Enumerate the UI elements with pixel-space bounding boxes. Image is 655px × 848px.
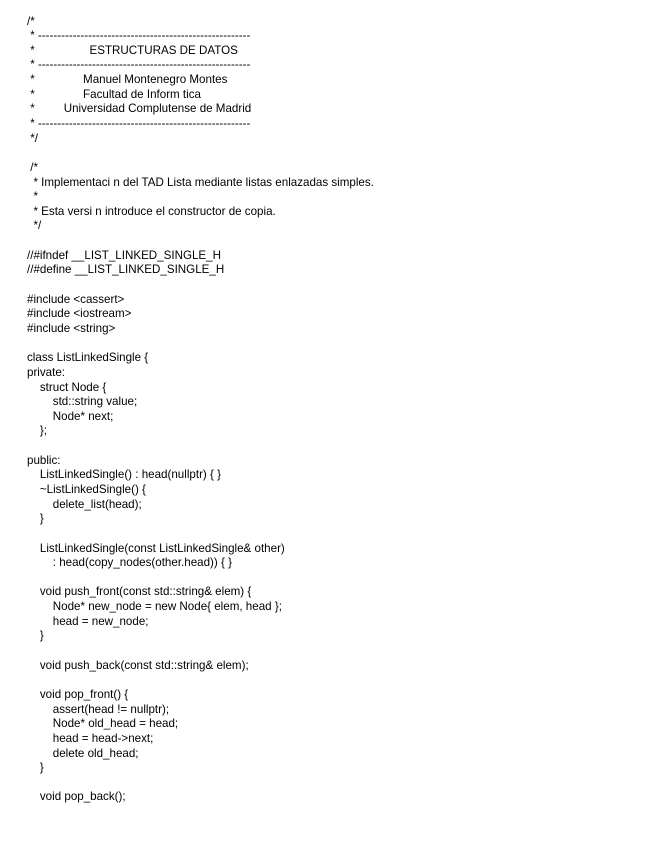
code-line: struct Node { [27, 380, 107, 394]
code-line: ~ListLinkedSingle() { [27, 483, 146, 496]
code-line: Node* new_node = new Node{ elem, head }; [27, 600, 282, 614]
code-line: : head(copy_nodes(other.head)) { } [27, 556, 232, 570]
code-line: private: [27, 365, 66, 379]
code-line: * ------------------------------------------------------- [27, 58, 251, 72]
code-line: head = new_node; [27, 614, 149, 628]
code-line: public: [27, 453, 61, 467]
code-line [27, 337, 374, 352]
code-line [27, 527, 374, 542]
code-line [27, 234, 374, 249]
code-line: Node* old_head = head; [27, 717, 179, 731]
code-line: * Facultad de Inform tica [27, 87, 201, 101]
code-line: * Manuel Montenegro Montes [27, 73, 228, 87]
code-line: * Implementaci n del TAD Lista mediante listas enlazadas simples. [27, 175, 374, 189]
code-line: * ------------------------------------------------------- [27, 29, 251, 43]
code-line: }; [27, 424, 47, 438]
code-line: * Universidad Complutense de Madrid [27, 102, 252, 116]
code-line: void pop_front() { [27, 687, 129, 701]
code-line: } [27, 512, 44, 526]
code-line: head = head->next; [27, 731, 154, 745]
code-line [27, 439, 374, 454]
code-line: */ [27, 131, 38, 145]
code-line: void pop_back(); [27, 790, 126, 804]
code-line: #include <cassert> [27, 292, 125, 306]
code-line: /* [27, 14, 35, 28]
code-line: } [27, 761, 44, 775]
code-line: } [27, 629, 44, 643]
code-line: Node* next; [27, 409, 114, 423]
code-line: #include <iostream> [27, 307, 132, 321]
code-line: */ [27, 219, 42, 233]
code-line: class ListLinkedSingle { [27, 351, 149, 365]
code-line [27, 278, 374, 293]
code-line: //#define __LIST_LINKED_SINGLE_H [27, 263, 225, 277]
code-line [27, 571, 374, 586]
code-line: void push_front(const std::string& elem) { [27, 585, 252, 599]
code-line [27, 146, 374, 161]
source-code-listing [27, 15, 374, 806]
code-line: delete old_head; [27, 746, 139, 760]
code-line [27, 776, 374, 791]
code-line: void push_back(const std::string& elem); [27, 658, 249, 672]
code-line: * ESTRUCTURAS DE DATOS [27, 43, 238, 57]
code-line: * ------------------------------------------------------- [27, 116, 251, 130]
code-line: * [27, 190, 38, 204]
code-line: * Esta versi n introduce el constructor de copia. [27, 204, 276, 218]
code-line: ListLinkedSingle() : head(nullptr) { } [27, 468, 221, 482]
code-line: delete_list(head); [27, 497, 142, 511]
code-line [27, 673, 374, 688]
code-line: #include <string> [27, 321, 116, 335]
code-line: ListLinkedSingle(const ListLinkedSingle& other) [27, 541, 285, 555]
code-line: std::string value; [27, 395, 138, 409]
code-line: assert(head != nullptr); [27, 702, 170, 716]
code-line: //#ifndef __LIST_LINKED_SINGLE_H [27, 248, 221, 262]
code-line: /* [27, 160, 38, 174]
code-line [27, 644, 374, 659]
